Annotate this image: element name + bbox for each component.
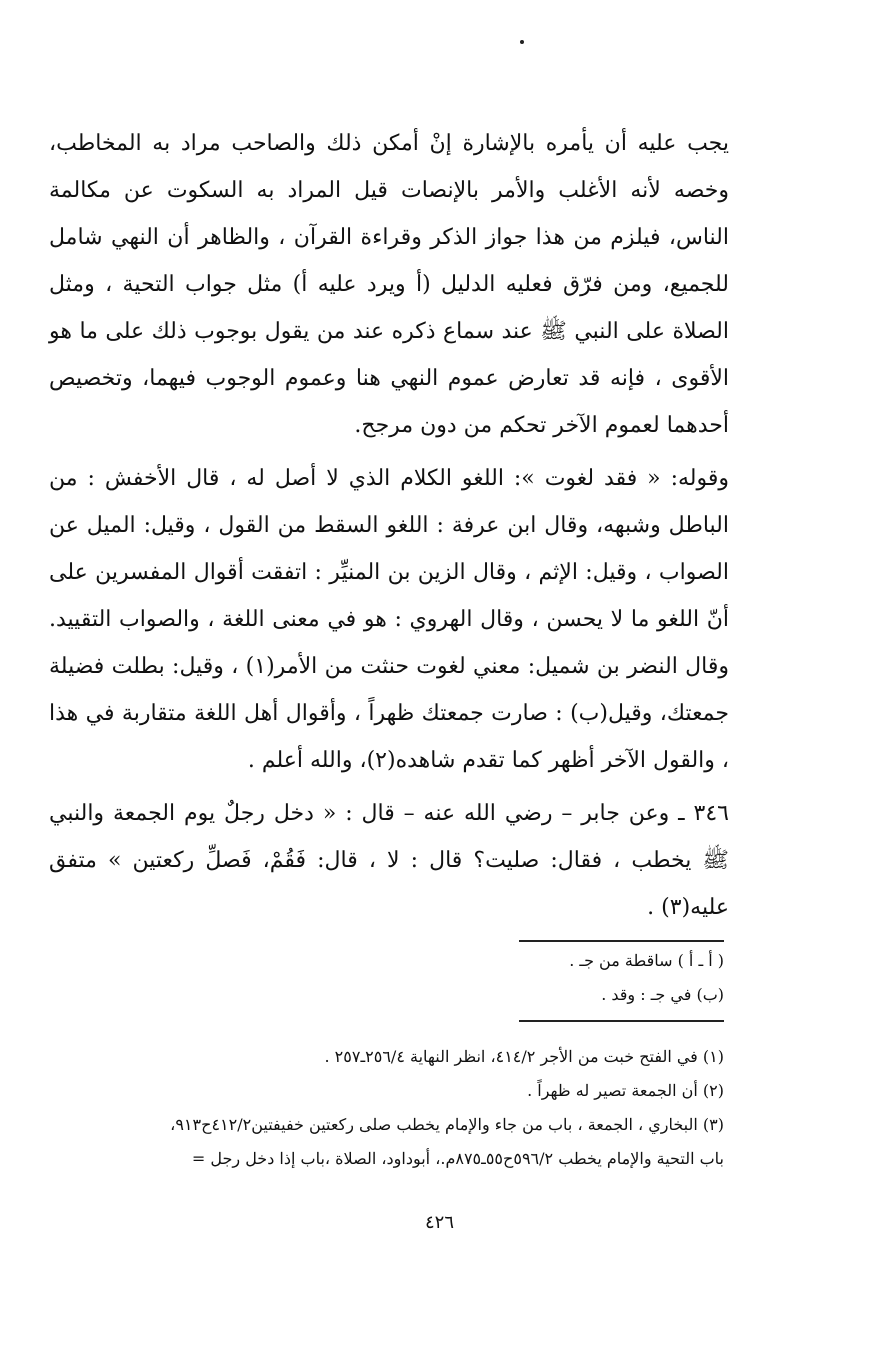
footnote: (١) في الفتح خبت من الأجر ٤١٤/٢، انظر النهاية ٢٥٦/٤ـ٢٥٧ . <box>324 1047 724 1066</box>
footnotes <box>44 1040 724 1176</box>
variant-notes <box>44 944 724 1012</box>
page-number: ٤٢٦ <box>424 1212 454 1233</box>
footnote-continuation: باب التحية والإمام يخطب ٥٩٦/٢ح٥٥ـ٨٧٥م.، أبوداود، الصلاة ،باب إذا دخل رجل = <box>191 1149 724 1168</box>
paragraph-silence-commentary: يجب عليه أن يأمره بالإشارة إنْ أمكن ذلك والصاحب مراد به المخاطب، وخصه لأنه الأغلب والأمر بالإنصات قيل المراد به السكوت عن مكالمة الناس، فيلزم من هذا جواز الذكر وقراءة القرآن ، والظاهر أن النهي شامل للجميع، ومن فرّق فعليه الدليل (أ ويرد عليه أ) مثل جواب التحية ، ومثل الصلاة على النبي ﷺ عند سماع ذكره عند من يقول بوجوب ذلك على ما هو الأقوى ، فإنه قد تعارض عموم النهي هنا وعموم الوجوب فيهما، وتخصيص أحدهما لعموم الآخر تحكم من دون مرجح. <box>49 131 729 438</box>
main-text-body <box>49 120 729 931</box>
paragraph-laghw-definition: وقوله: « فقد لغوت »: اللغو الكلام الذي لا أصل له ، قال الأخفش : من الباطل وشبهه، وقال ابن عرفة : اللغو السقط من القول ، وقيل: الميل عن الصواب ، وقيل: الإثم ، وقال الزين بن المنيِّر : اتفقت أقوال المفسرين على أنّ اللغو ما لا يحسن ، وقال الهروي : هو في معنى اللغة ، والصواب التقييد. وقال النضر بن شميل: معني لغوت حنثت من الأمر(١) ، وقيل: بطلت فضيلة جمعتك، وقيل(ب) : صارت جمعتك ظهراً ، وأقوال أهل اللغة متقاربة في هذا ، والقول الآخر أظهر كما تقدم شاهده(٢)، والله أعلم . <box>49 466 729 773</box>
footnotes-divider <box>519 1020 724 1022</box>
footnote: (٢) أن الجمعة تصير له ظهراً . <box>527 1081 724 1100</box>
variant-note: ( أ ـ أ ) ساقطة من جـ . <box>569 951 724 970</box>
paragraph-hadith-346: ٣٤٦ ـ وعن جابر – رضي الله عنه – قال : « دخل رجلٌ يوم الجمعة والنبي ﷺ يخطب ، فقال: صليت؟ قال : لا ، قال: فَقُمْ، فَصلِّ ركعتين » متفق عليه(٣) . <box>49 801 729 920</box>
ink-dot <box>520 40 524 44</box>
footnote: (٣) البخاري ، الجمعة ، باب من جاء والإمام يخطب صلى ركعتين خفيفتين٤١٢/٢ح٩١٣، <box>170 1115 724 1134</box>
variant-notes-divider <box>519 940 724 942</box>
variant-note: (ب) في جـ : وقد . <box>601 985 724 1004</box>
